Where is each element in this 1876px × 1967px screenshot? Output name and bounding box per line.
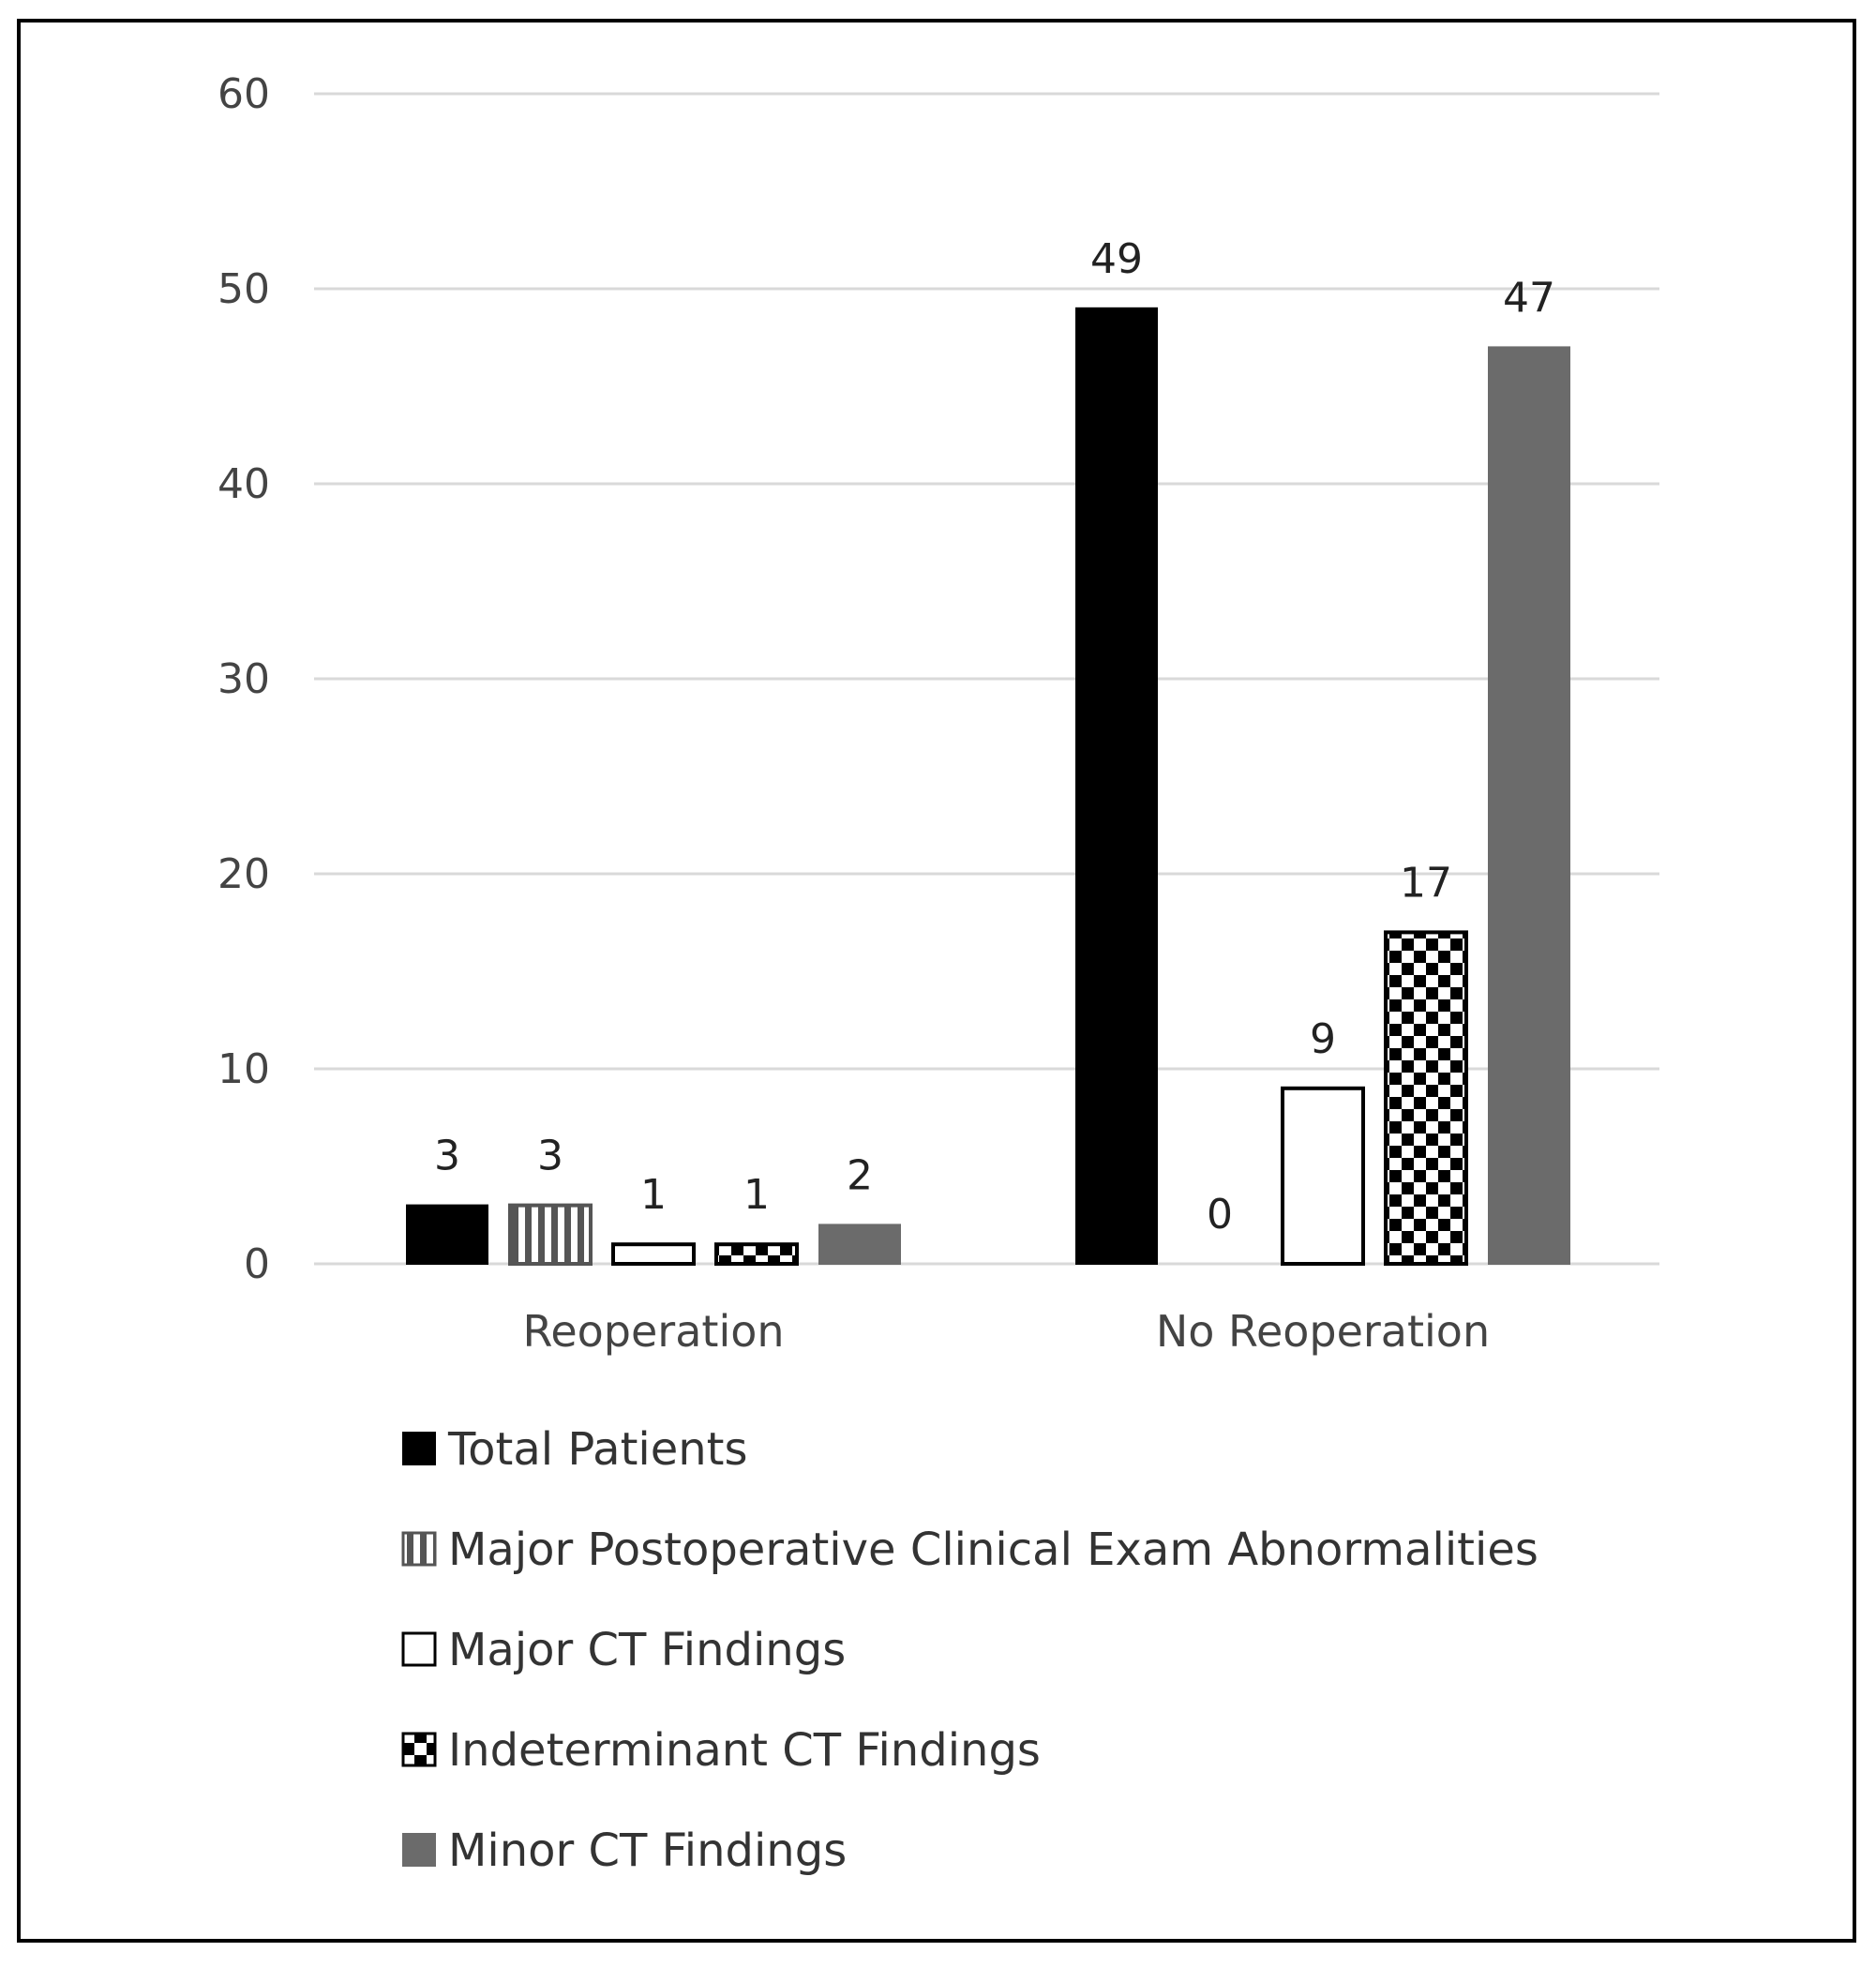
bar-no-reoperation-series-4 bbox=[1489, 347, 1569, 1264]
y-tick-label: 40 bbox=[218, 460, 270, 508]
y-tick-label: 30 bbox=[218, 655, 270, 703]
x-axis bbox=[522, 1306, 1490, 1357]
bar-reoperation-series-1 bbox=[510, 1206, 591, 1264]
data-label: 17 bbox=[1400, 859, 1452, 908]
legend-label: Minor CT Findings bbox=[448, 1824, 848, 1877]
y-tick-label: 20 bbox=[218, 850, 270, 898]
bar-reoperation-series-4 bbox=[819, 1224, 900, 1264]
y-tick-label: 10 bbox=[218, 1045, 270, 1093]
data-label: 3 bbox=[537, 1132, 563, 1180]
legend-swatch bbox=[403, 1734, 435, 1765]
data-label: 9 bbox=[1310, 1014, 1336, 1063]
legend-swatch bbox=[403, 1533, 435, 1565]
y-axis bbox=[218, 70, 270, 1288]
legend-label: Indeterminant CT Findings bbox=[448, 1724, 1041, 1777]
data-label: 47 bbox=[1503, 274, 1555, 323]
legend-label: Major CT Findings bbox=[448, 1624, 847, 1676]
legend bbox=[403, 1423, 1538, 1877]
data-label: 2 bbox=[847, 1151, 873, 1200]
data-label: 49 bbox=[1090, 234, 1143, 283]
x-category-label: Reoperation bbox=[522, 1306, 785, 1357]
data-label: 1 bbox=[743, 1171, 770, 1220]
figure-border bbox=[19, 21, 1854, 1941]
y-tick-label: 50 bbox=[218, 265, 270, 313]
y-tick-label: 0 bbox=[244, 1240, 270, 1288]
x-category-label: No Reoperation bbox=[1155, 1306, 1491, 1357]
bar-no-reoperation-series-2 bbox=[1283, 1089, 1363, 1264]
legend-label: Major Postoperative Clinical Exam Abnormalities bbox=[448, 1524, 1538, 1576]
data-label: 1 bbox=[640, 1171, 667, 1220]
legend-swatch bbox=[403, 1433, 435, 1464]
data-label: 3 bbox=[434, 1132, 460, 1180]
bars bbox=[407, 308, 1569, 1264]
legend-swatch bbox=[403, 1834, 435, 1866]
bar-no-reoperation-series-3 bbox=[1386, 932, 1466, 1264]
legend-swatch bbox=[403, 1633, 435, 1665]
bar-no-reoperation-series-0 bbox=[1076, 308, 1157, 1264]
legend-label: Total Patients bbox=[448, 1423, 748, 1476]
bar-reoperation-series-0 bbox=[407, 1206, 488, 1264]
bar-reoperation-series-3 bbox=[716, 1244, 797, 1264]
data-label: 0 bbox=[1207, 1191, 1233, 1239]
y-tick-label: 60 bbox=[218, 70, 270, 118]
bar-reoperation-series-2 bbox=[613, 1244, 694, 1264]
